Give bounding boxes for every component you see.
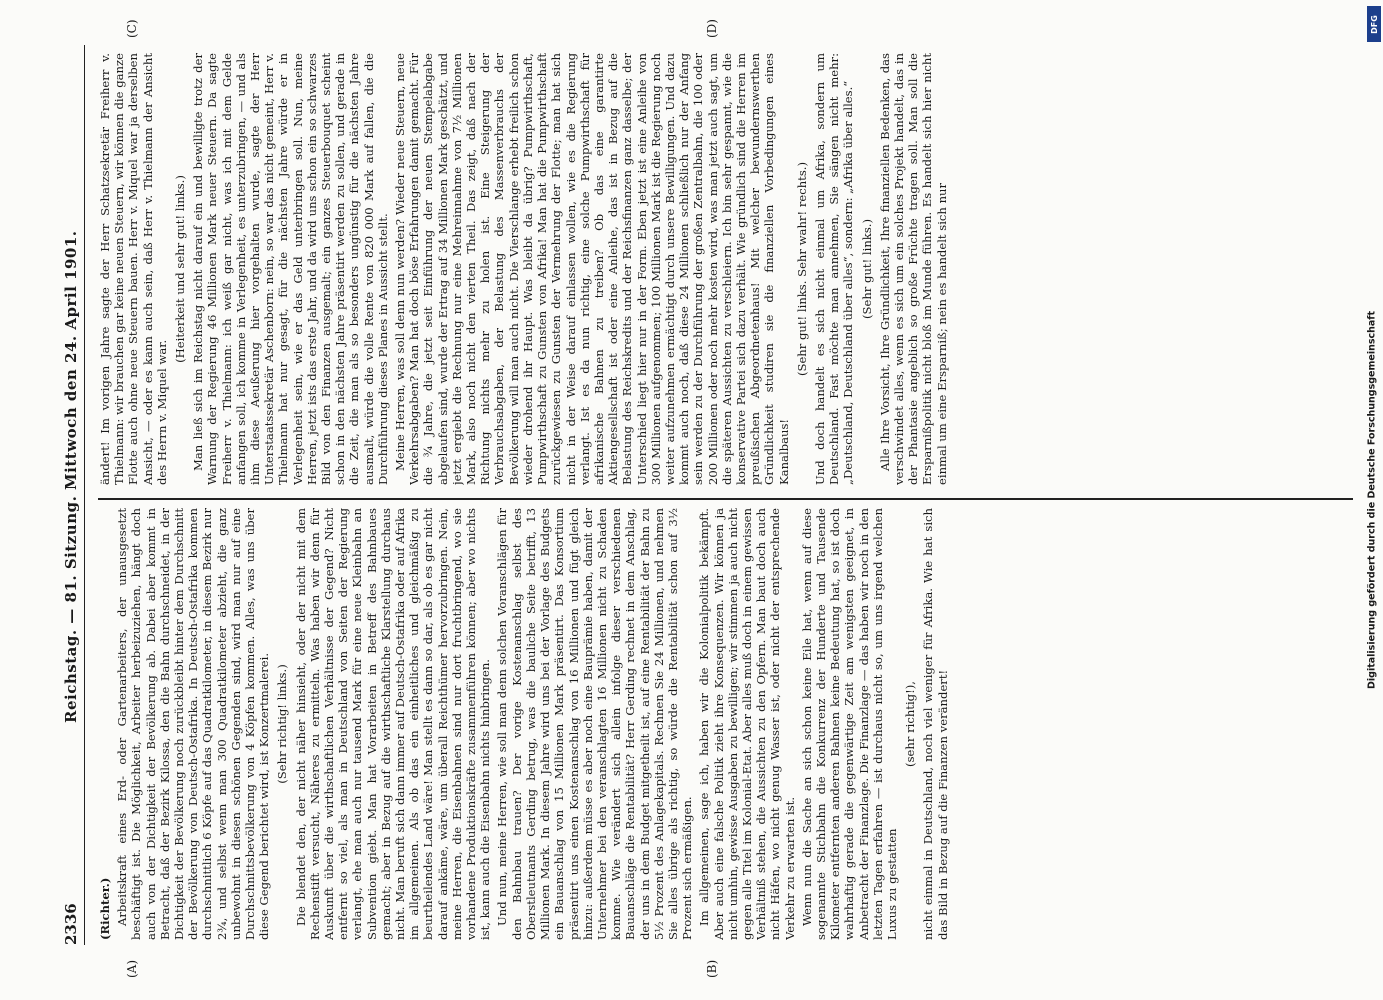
paragraph: ändert! Im vorigen Jahre sagte der Herr Schatzsekretär Freiherr v. Thielmann: wir brauchen gar keine neuen Steuern, wir können die ganze Flotte auch ohne neue Steuern bauen. Herr v. Miquel war ja derselben Ansicht, — oder es kann auch sein, daß Herr v. Thielmann der Ansicht des Herrn v. Miquel war. — [98, 53, 169, 485]
dfg-logo — [1367, 6, 1381, 42]
interjection: (Sehr gut! links.) — [859, 219, 874, 319]
margin-letter-d: (D) — [705, 19, 719, 38]
speaker-name: (Richter.) — [98, 877, 112, 940]
margin-letter-b: (B) — [705, 959, 719, 978]
interjection: (sehr richtig!), — [903, 681, 918, 767]
dfg-attribution — [1365, 0, 1379, 1000]
paragraph: nicht einmal in Deutschland, noch viel weniger für Afrika. Wie hat sich das Bild in Bezug auf die Finanzen verändert! — [921, 508, 950, 940]
page-header — [40, 45, 85, 945]
paragraph: Meine Herren, was soll denn nun werden? Wieder neue Steuern, neue Verkehrsabgaben? Man hat doch böse Erfahrungen damit gemacht. Für die ¾ Jahre, die jetzt seit Einführung der neuen Stempelabgabe abgelaufen sind, wurde der Ertrag auf 34 Millionen Mark geschätzt, und jetzt ergiebt die Rechnung nur eine Mehreinnahme von 7½ Millionen Mark, also noch nicht den vierten Theil. Das zeigt, daß nach der Richtung nichts mehr zu holen ist. Eine Steigerung der Verbrauchsabgaben, der Belastung des Massenverbrauchs der Bevölkerung will man auch nicht. Die Vierschlange erhebt freilich schon wieder drohend ihr Haupt. Was bleibt da übrig? Pumpwirthschaft, Pumpwirthschaft zu Gunsten von Afrika! Man hat die Pumpwirthschaft zurückgewiesen zu Gunsten der Vermehrung der Flotte; man hat sich nicht in der Weise darauf einlassen wollen, wie es die Regierung verlangt. Ist es da nun richtig, eine solche Pumpwirthschaft für afrikanische Bahnen zu treiben? Ob das eine garantirte Aktiengesellschaft ist oder eine Anleihe, das ist in Bezug auf die Belastung des Reichskredits und der Reichsfinanzen ganz dasselbe; der Unterschied liegt hier nur in der Form. Eben jetzt ist eine Anleihe von 300 Millionen aufgenommen; 100 Millionen Mark ist die Regierung noch weiter aufzunehmen ermächtigt durch unsere Bewilligungen. Und dazu kommt auch noch, daß diese 24 Millionen schließlich nur der Anfang sein werden zu der Durchführung der großen Zentralbahn, die 100 oder 200 Millionen oder noch mehr kosten wird, was man jetzt auch sagt, um die späteren Aussichten zu verschleiern. Ich bin sehr gespannt, wie die konservative Partei sich dazu verhält. Wie gründlich sind die Herren im preußischen Abgeordnetenhaus! Mit welcher bewundernswerthen Gründlichkeit studiren sie die finanziellen Vorbedingungen eines Kanalbaus! — [393, 53, 791, 485]
page-number: 2336 — [62, 903, 80, 945]
interjection: (Sehr gut! links. Sehr wahr! rechts.) — [794, 162, 809, 377]
right-text-column — [98, 53, 1353, 485]
paragraph: Alle Ihre Vorsicht, Ihre Gründlichkeit, Ihre finanziellen Bedenken, das verschwindet alles, wenn es sich um ein solches Projekt handelt, das in der Phantasie angeblich so große Früchte tragen soll. Man soll die Ersparnißpolitik nicht bloß im Munde führen. Es handelt sich hier nicht einmal um eine Ersparniß; nein es handelt sich nur — [877, 53, 949, 485]
margin-letter-a: (A) — [125, 959, 139, 978]
page-title: Reichstag. — 81. Sitzung. Mittwoch den 24. April 1901. — [62, 230, 80, 723]
paragraph: Man ließ sich im Reichstag nicht darauf ein und bewilligte trotz der Warnung der Regierung 46 Millionen Mark neuer Steuern. Da sagte Freiherr v. Thielmann: ich weiß gar nicht, was ich mit dem Gelde anfangen soll, ich komme in Verlegenheit, es unterzubringen, — und als ihm diese Aeußerung hier vorgehalten wurde, sagte der Herr Unterstaatssekretär Aschenborn: nein, so war das nicht gemeint, Herr v. Thielmann hat nur gesagt, für die nächsten Jahre würde er in Verlegenheit sein, wie er das Geld unterbringen soll. Nun, meine Herren, jetzt ists das erste Jahr, und da wird uns schon ein so schwarzes Bild von den Finanzen ausgemalt; ein ganzes Steuerbouquet scheint schon in den nächsten Jahre präsentirt werden zu sollen, und gerade in die Zeit, die man als so besonders ungünstig für die nächsten Jahre ausmalt, würde die volle Rente von 820 000 Mark auf fallen, die die Durchführung dieses Planes in Aussicht stellt. — [191, 53, 390, 485]
paragraph: Wenn nun die Sache an sich schon keine Eile hat, wenn auf diese sogenannte Stichbahn die Konkurrenz der Hunderte und Tausende Kilometer entfernten anderen Bahnen keine Bedeutung hat, so ist doch wahrhaftig gerade die gegenwärtige Zeit am wenigsten geeignet, in Anbetracht der Finanzlage. Die Finanzlage — das haben wir noch in den letzten Tagen erfahren — ist durchaus nicht so, um uns irgend welchen Luxus zu gestatten — [799, 508, 899, 940]
interjection: (Sehr richtig! links.) — [275, 664, 290, 784]
attribution-text: Digitalisierung gefördert durch die Deutsche Forschungsgemeinschaft — [1366, 311, 1378, 689]
interjection: (Heiterkeit und sehr gut! links.) — [173, 175, 188, 363]
paragraph: Und doch handelt es sich nicht einmal um Afrika, sondern um Deutschland. Fast möchte man annehmen, Sie sängen nicht mehr: „Deutschland, Deutschland über alles“, sondern: „Afrika über alles.“ — [812, 53, 856, 485]
paragraph: Im allgemeinen, sage ich, haben wir die Kolonialpolitik bekämpft. Aber auch eine falsche Politik zieht ihre Konsequenzen. Wir können ja nicht umhin, gewisse Ausgaben zu bewilligen; wir stimmen ja auch nicht gegen alle Titel im Kolonial-Etat. Aber alles muß doch in einem gewissen Verhältniß stehen, die Aussichten zu den Opfern. Man baut doch auch nicht Häfen, wo nicht genug Wasser ist, oder nicht der entsprechende Verkehr zu erwarten ist. — [697, 508, 797, 940]
dfg-logo-text: DFG — [1369, 14, 1379, 34]
column-divider — [98, 499, 1353, 501]
paragraph: Und nun, meine Herren, wie soll man denn solchen Voranschlägen für den Bahnbau trauen? Der vorige Kostenanschlag selbst des Oberstleutnants Gerding betrug, was die bauliche Seite betrifft, 13 Millionen Mark. In diesem Jahre wird uns bei der Vorlage des Budgets ein Bauanschlag von 15 Millionen Mark präsentirt. Das Konsortium präsentirt uns einen Kostenanschlag von 16 Millionen und fügt gleich hinzu: außerdem müsse es aber noch eine Bauprämie haben, damit der Unternehmer bei den veranschlagten 16 Millionen nicht zu Schaden komme. Wie verändert sich allein infolge dieser verschiedenen Bauanschläge die Rentabilität? Herr Gerding rechnet in dem Anschlag, der uns in dem Budget mitgetheilt ist, auf eine Rentabilität der Bahn zu 5½ Prozent des Anlagekapitals. Rechnen Sie 24 Millionen, und nehmen Sie alles übrige als richtig, so würde die Rentabilität schon auf 3½ Prozent sich ermäßigen. — [495, 508, 695, 940]
paragraph: Arbeitskraft eines Erd- oder Gartenarbeiters, der unausgesetzt beschäftigt ist. Die Möglichkeit, Arbeiter herbeizuziehen, hängt doch auch von der Dichtigkeit der Bevölkerung ab. Dabei aber kommt in Betracht, daß der Bezirk Kilossa, den die Bahn durchschneidet, in der Dichtigkeit der Bevölkerung noch zurückbleibt hinter dem Durchschnitt der Bevölkerung von Deutsch-Ostafrika. In Deutsch-Ostafrika kommen durchschnittlich 6 Köpfe auf das Quadratkilometer, in diesem Bezirk nur 2¾, und selbst wenn man 300 Quadratkilometer abzieht, die ganz unbewohnt in diesen schönen Gegenden sind, wird man nur auf eine Durchschnittsbevölkerung von 4 Köpfen kommen. Alles, was uns über diese Gegend berichtet wird, ist Konzertmalerei. — [115, 508, 272, 940]
paragraph: Die blendet den, der nicht näher hinsieht, oder der nicht mit dem Rechenstift versucht, Näheres zu ermitteln. Was haben wir denn für Auskunft über die wirthschaftlichen Verhältnisse der Gegend? Nicht entfernt so viel, als man in Deutschland von Seiten der Regierung verlangt, ehe man auch nur tausend Mark für eine neue Kleinbahn an Subvention giebt. Man hat Vorarbeiten in Betreff des Bahnbaues gemacht; aber in Bezug auf die wirthschaftliche Klarstellung durchaus nicht. Man beruft sich dann immer auf Deutsch-Ostafrika oder auf Afrika im allgemeinen. Als ob das ein einheitliches und gleichmäßig zu beurtheilendes Land wäre! Man stellt es dann so dar, als ob es gar nicht darauf ankäme, wäre, um überall Reichthümer hervorzubringen. Nein, meine Herren, die Eisenbahnen sind nur dort fruchtbringend, wo sie vorhandene Produktionskräfte zusammenführen können; aber wo nichts ist, kann auch die Eisenbahn nichts hinbringen. — [293, 508, 493, 940]
margin-letter-c: (C) — [125, 19, 139, 38]
header-spacer — [62, 45, 80, 50]
left-text-column — [98, 508, 1353, 940]
